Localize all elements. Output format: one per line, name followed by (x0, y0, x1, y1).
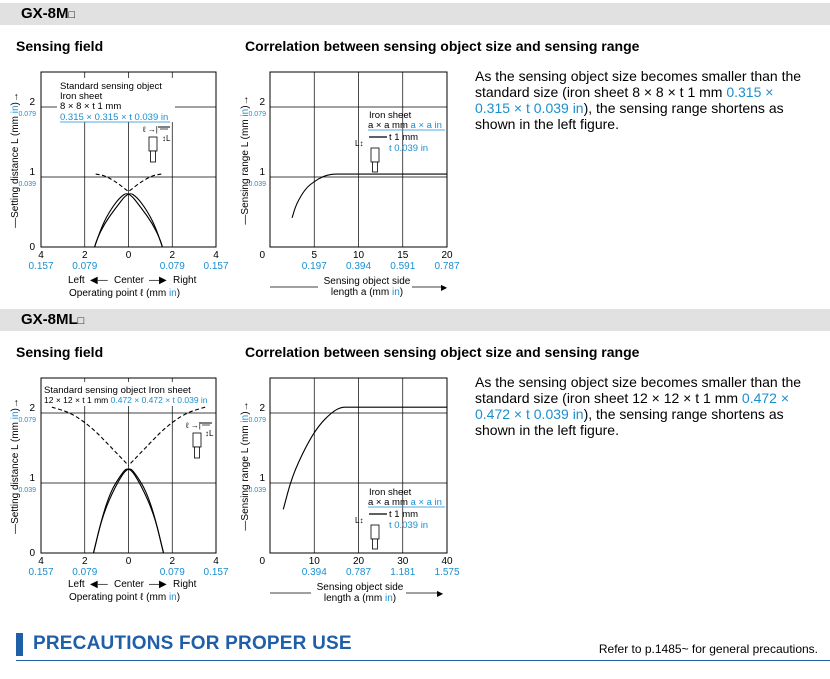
y-tick-label: 0 (259, 556, 265, 567)
correlation-title: Correlation between sensing object size and sensing range (245, 344, 640, 360)
x-tick-label: 2 (169, 556, 176, 567)
x-tick-label: 5 (311, 250, 318, 261)
y-tick-label: 1 (29, 473, 35, 484)
sensor-icon (355, 514, 387, 549)
annotation-line: 8 × 8 × t 1 mm (60, 101, 122, 112)
correlation-title: Correlation between sensing object size and sensing range (245, 38, 640, 54)
svg-text:↕L: ↕L (162, 134, 171, 143)
arrow-right-icon: ▶ (441, 283, 448, 292)
x-tick-label-in: 1.575 (434, 567, 460, 578)
divider (16, 660, 830, 661)
x-tick-label-in: 0.394 (345, 261, 372, 272)
x-tick-label: 10 (308, 556, 320, 567)
model-title: GX-8ML□ (21, 311, 85, 328)
x-tick-label-in: 0.079 (72, 261, 98, 272)
x-axis-label: length a (mm in) (323, 593, 397, 604)
y-tick-label-in: 0.079 (248, 417, 266, 424)
annotation-line-in: t 0.039 in (389, 143, 429, 154)
x-tick-label: 30 (397, 556, 409, 567)
x-tick-label-in: 0.079 (159, 261, 185, 272)
y-tick-label: 1 (29, 167, 35, 178)
annotation-line: Iron sheet (369, 110, 412, 121)
left-label: Left (68, 275, 85, 286)
annotation-line: 12 × 12 × t 1 mm 0.472 × 0.472 × t 0.039 in (44, 395, 208, 405)
x-tick-label-in: 1.181 (390, 567, 416, 578)
x-tick-label-in: 0.787 (434, 261, 460, 272)
y-tick-label-in: 0.079 (18, 417, 36, 424)
x-tick-label: 10 (352, 250, 365, 261)
y-tick-label: 0 (29, 548, 35, 559)
x-tick-label: 20 (441, 250, 453, 261)
x-tick-label: 4 (213, 250, 219, 261)
y-tick-label: 2 (259, 403, 265, 414)
annotation-line-in: 0.315 × 0.315 × t 0.039 in (60, 112, 169, 123)
precautions-reference: Refer to p.1485~ for general precautions. (598, 642, 818, 656)
x-tick-label-in: 0.157 (28, 567, 54, 578)
x-axis-label: length a (mm in) (330, 287, 404, 298)
x-tick-label-in: 0.787 (345, 567, 372, 578)
x-tick-label: 2 (81, 556, 88, 567)
annotation-line: a × a mm a × a in (368, 497, 442, 508)
svg-text:L↕: L↕ (355, 516, 364, 525)
model-title: GX-8M□ (21, 5, 76, 22)
x-tick-label-in: 0.157 (28, 261, 54, 272)
x-tick-label-in: 0.197 (301, 261, 327, 272)
x-tick-label: 2 (81, 250, 88, 261)
x-tick-label-in: 0.157 (203, 567, 229, 578)
annotation-line: Iron sheet (369, 487, 412, 498)
svg-text:ℓ →|: ℓ →| (186, 421, 201, 430)
arrow-left-icon: ◀— (90, 275, 108, 286)
x-tick-label: 20 (352, 556, 365, 567)
y-tick-label: 2 (29, 403, 35, 414)
y-tick-label-in: 0.079 (248, 111, 266, 118)
correlation-plot (240, 378, 460, 604)
y-tick-label: 1 (259, 473, 265, 484)
x-tick-label-in: 0.079 (72, 567, 98, 578)
center-label: Center (114, 579, 145, 590)
annotation-line: a × a mm a × a in (368, 120, 442, 131)
y-tick-label-in: 0.039 (248, 181, 266, 188)
sensing-field-title: Sensing field (16, 344, 104, 360)
y-tick-label: 1 (259, 167, 265, 178)
y-tick-label-in: 0.079 (18, 111, 36, 118)
center-label: Center (114, 275, 145, 286)
y-tick-label-in: 0.039 (18, 181, 36, 188)
y-tick-label: 2 (259, 97, 265, 108)
x-axis-label: Sensing object side (323, 276, 411, 287)
x-tick-label-in: 0.591 (390, 261, 416, 272)
x-tick-label: 4 (38, 250, 44, 261)
x-tick-label: 4 (213, 556, 219, 567)
section-marker (16, 633, 23, 656)
operating-point-label: Operating point ℓ (mm in) (69, 288, 181, 299)
annotation-line: Standard sensing object Iron sheet (44, 385, 191, 396)
arrow-right-icon: ▶ (437, 589, 444, 598)
y-tick-label: 2 (29, 97, 35, 108)
arrow-right-icon: —▶ (149, 579, 167, 590)
annotation-line: t 1 mm (389, 132, 419, 143)
annotation-line: Iron sheet (60, 91, 103, 102)
svg-text:↕L: ↕L (205, 429, 214, 438)
y-tick-label: 0 (29, 242, 35, 253)
precautions-title: PRECAUTIONS FOR PROPER USE (33, 633, 352, 654)
x-axis-label: Sensing object side (316, 582, 404, 593)
y-tick-label: 0 (259, 250, 265, 261)
x-tick-label: 4 (38, 556, 44, 567)
annotation-line-in: t 0.039 in (389, 520, 429, 531)
svg-text:L↕: L↕ (355, 139, 364, 148)
x-tick-label: 0 (125, 556, 132, 567)
y-tick-label-in: 0.039 (248, 487, 266, 494)
description-text: As the sensing object size becomes smaller than the standard size (iron sheet 8 × 8 × t 1 mm 0.315 × 0.315 × t 0.039 in), the sensing range shortens as shown in the left figure. (475, 68, 802, 132)
arrow-left-icon: ◀— (90, 579, 108, 590)
y-tick-label-in: 0.039 (18, 487, 36, 494)
y-axis-label: —Setting distance L (mm in)→ (10, 92, 21, 228)
right-label: Right (173, 275, 197, 286)
right-label: Right (173, 579, 197, 590)
x-tick-label-in: 0.157 (203, 261, 229, 272)
x-tick-label: 15 (397, 250, 409, 261)
operating-point-label: Operating point ℓ (mm in) (69, 592, 181, 603)
y-axis-label: —Sensing range L (mm in)→ (240, 95, 251, 225)
annotation-line: Standard sensing object (60, 81, 162, 92)
svg-text:ℓ →|: ℓ →| (143, 125, 158, 134)
left-label: Left (68, 579, 85, 590)
x-tick-label-in: 0.079 (159, 567, 185, 578)
y-axis-label: —Setting distance L (mm in)→ (10, 398, 21, 534)
y-axis-label: —Sensing range L (mm in)→ (240, 401, 251, 531)
series-line (283, 407, 447, 509)
annotation-line: t 1 mm (389, 509, 419, 520)
description-text: As the sensing object size becomes smaller than the standard size (iron sheet 12 × 12 × t 1 mm 0.472 × 0.472 × t 0.039 in), the sensing range shortens as shown in the left figure. (475, 374, 802, 438)
x-tick-label: 40 (441, 556, 453, 567)
x-tick-label: 2 (169, 250, 176, 261)
x-tick-label-in: 0.394 (301, 567, 327, 578)
arrow-right-icon: —▶ (149, 275, 167, 286)
sensing-field-title: Sensing field (16, 38, 104, 54)
x-tick-label: 0 (125, 250, 132, 261)
